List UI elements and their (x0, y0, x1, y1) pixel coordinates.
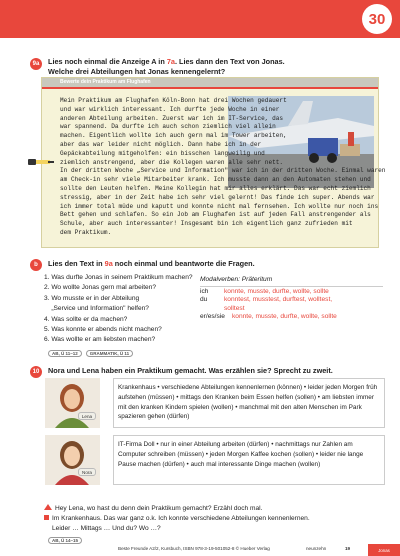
instruction-text: Lies den Text in (48, 259, 105, 268)
nora-name-tag: Nora (78, 468, 96, 476)
pronoun: ich (200, 287, 209, 295)
instruction-text: noch einmal und beantworte die Fragen. (112, 259, 255, 268)
letter-body (60, 97, 386, 238)
question-item: 1. Was durfte Jonas in seinem Praktikum machen? (44, 274, 193, 281)
lena-portrait (45, 378, 100, 428)
exercise-9a-instruction (48, 57, 378, 77)
speaker-square-icon (44, 515, 49, 520)
exercise-9b-tag: b (30, 259, 42, 271)
grammar-row (200, 305, 383, 314)
dialog-line-3: Leider … Mittags … Und du? Wo …? (52, 525, 161, 532)
reference-9a: 9a (104, 259, 113, 268)
citation: Beste Freunde A2/2, Kursbuch, ISBN 978-3-19-501052-8 © Hueber Verlag (118, 546, 270, 551)
page-number: 19 (345, 546, 351, 551)
instruction-text: Lies noch einmal die Anzeige A in (48, 57, 167, 66)
letter-line: am Check-in sehr viele Mitarbeiter krank. Ich musste dann an den Automaten stehen und (60, 176, 371, 184)
jonas-letter (41, 77, 386, 248)
letter-line: dem Praktikum. (60, 228, 112, 236)
exercise-10-instruction: Nora und Lena haben ein Praktikum gemacht. Was erzählen sie? Sprecht zu zweit. (48, 366, 333, 375)
letter-line: machen. Eigentlich wollte ich auch gern mal im Tower arbeiten, (60, 132, 287, 140)
letter-line: Mein Praktikum am Flughafen Köln-Bonn hat drei Wochen gedauert (60, 97, 287, 104)
question-item: 6. Was wollte er am liebsten machen? (44, 336, 156, 344)
lena-name-tag: Lena (78, 412, 96, 420)
letter-line: Schule, aber auch interessanter! Insgesamt bin ich eigentlich ganz zufrieden mit (60, 220, 353, 228)
letter-line: und war wirklich interessant. Ich durfte jede Woche in einer (60, 105, 280, 113)
speaker-triangle-icon (44, 504, 52, 510)
grammar-row (200, 296, 383, 305)
nora-prompts: IT-Firma Doll • nur in einer Abteilung arbeiten (dürfen) • nachmittags nur Zahlen am Computer schreiben (müssen) • jeden Morgen Kaffee kochen (sollen) • leider nie lange Pause machen (dürfen) • auch mal interessante Dinge machen (wollen) (118, 441, 364, 468)
dialog-text: Im Krankenhaus. Das war ganz o.k. Ich konnte verschiedene Abteilungen kennenlernen. (52, 515, 310, 522)
page-word: neunzehn (306, 546, 327, 551)
question-item: 5. Was konnte er abends nicht machen? (44, 326, 162, 334)
pronoun: du (200, 296, 208, 304)
unit-number-badge: 30 (362, 4, 392, 34)
pronoun: er/es/sie (200, 313, 225, 321)
footer-label: Jonas (368, 544, 400, 556)
workbook-reference[interactable]: AB, Ü 14–15 (48, 537, 82, 544)
nora-portrait (45, 435, 100, 485)
question-list (44, 273, 193, 346)
instruction-text: . Lies dann den Text von Jonas. (174, 57, 285, 66)
question-item: 2. Wo wollte Jonas gern mal arbeiten? (44, 284, 157, 292)
exercise-9a-tag: 9a (30, 58, 42, 70)
nora-prompt-card (113, 435, 385, 485)
exercise-9b-instruction (48, 259, 378, 269)
letter-line: Gepäckabteilung mitgeholfen: ein bisschen langweilig und (60, 149, 265, 157)
dialog-line-2 (44, 514, 310, 524)
sample-dialog (44, 504, 310, 534)
letter-line: anderen Abteilung arbeiten. Zuerst war ich im IT-Service, das (60, 114, 284, 122)
letter-line: Bett gehen und schlafen. So ein Job am Flughafen ist auf jeden Fall anstrengender als (60, 211, 371, 219)
exercise-10-tag: 10 (30, 366, 42, 378)
dialog-line-1 (44, 504, 310, 514)
question-item: „Service und Information" helfen? (44, 305, 149, 313)
letter-line: In der dritten Woche „Service und Information" war ich in der dritten Woche. Einmal waren (60, 167, 386, 175)
instruction-line-2: Welche drei Abteilungen hat Jonas kennengelernt? (48, 67, 226, 76)
grammar-reference[interactable]: GRAMMATIK, Ü 11 (86, 350, 133, 357)
verb-forms: konntest, musstest, durftest, wolltest, (224, 296, 333, 304)
cross-reference-10 (48, 536, 82, 544)
grammar-box-modal-verbs (200, 276, 383, 322)
lena-prompts: Krankenhaus • verschiedene Abteilungen kennenlernen (können) • leider jeden Morgen früh aufstehen (müssen) • mittags den Kranken beim Essen helfen (sollen) • am liebsten immer mit den kranken Kindern spielen (wollen) • manchmal mit den alten Menschen im Park spazieren gehen (dürfen) (118, 384, 378, 421)
reference-7a: 7a (166, 57, 175, 66)
letter-line: aber das war leider nicht möglich. Dann habe ich in der (60, 140, 262, 148)
letter-line: sollte den Leuten helfen. Meine Kollegin hat mir alles erklärt. Das war echt ziemlich (60, 184, 371, 192)
pointing-hand-icon (28, 157, 56, 167)
cross-reference-9b (48, 349, 133, 357)
question-item: 3. Wo musste er in der Abteilung (44, 294, 140, 302)
header-bar (0, 0, 400, 38)
pronoun (200, 305, 224, 314)
letter-line: ich immer total müde und kaputt und konnte nicht mal fernsehen. Ich wollte nur noch ins (60, 202, 379, 210)
question-item: 4. Was sollte er da machen? (44, 315, 128, 323)
page-footer (0, 544, 400, 556)
grammar-box-title: Modalverben: Präteritum (200, 276, 383, 287)
letter-line: stressig, aber in der Zeit habe ich sehr viel gelernt! Das finde ich super. Abends war (60, 193, 375, 201)
letter-title: Bewerte dein Praktikum am Flughafen (60, 79, 151, 85)
grammar-row (200, 313, 383, 322)
letter-header (42, 78, 378, 89)
lena-prompt-card (113, 378, 385, 428)
letter-line: war spannend. Da durfte ich auch schon ziemlich viel allein (60, 123, 276, 131)
letter-line: ziemlich anstrengend, aber die Kollegen waren alle sehr nett. (60, 158, 284, 166)
verb-forms: solltest (224, 304, 245, 312)
dialog-text: Hey Lena, wo hast du denn dein Praktikum gemacht? Erzähl doch mal. (55, 505, 263, 512)
workbook-reference[interactable]: AB, Ü 11–12 (48, 350, 82, 357)
grammar-row (200, 288, 383, 297)
verb-forms: konnte, musste, durfte, wollte, sollte (232, 313, 337, 321)
verb-forms: konnte, musste, durfte, wollte, sollte (224, 287, 329, 295)
